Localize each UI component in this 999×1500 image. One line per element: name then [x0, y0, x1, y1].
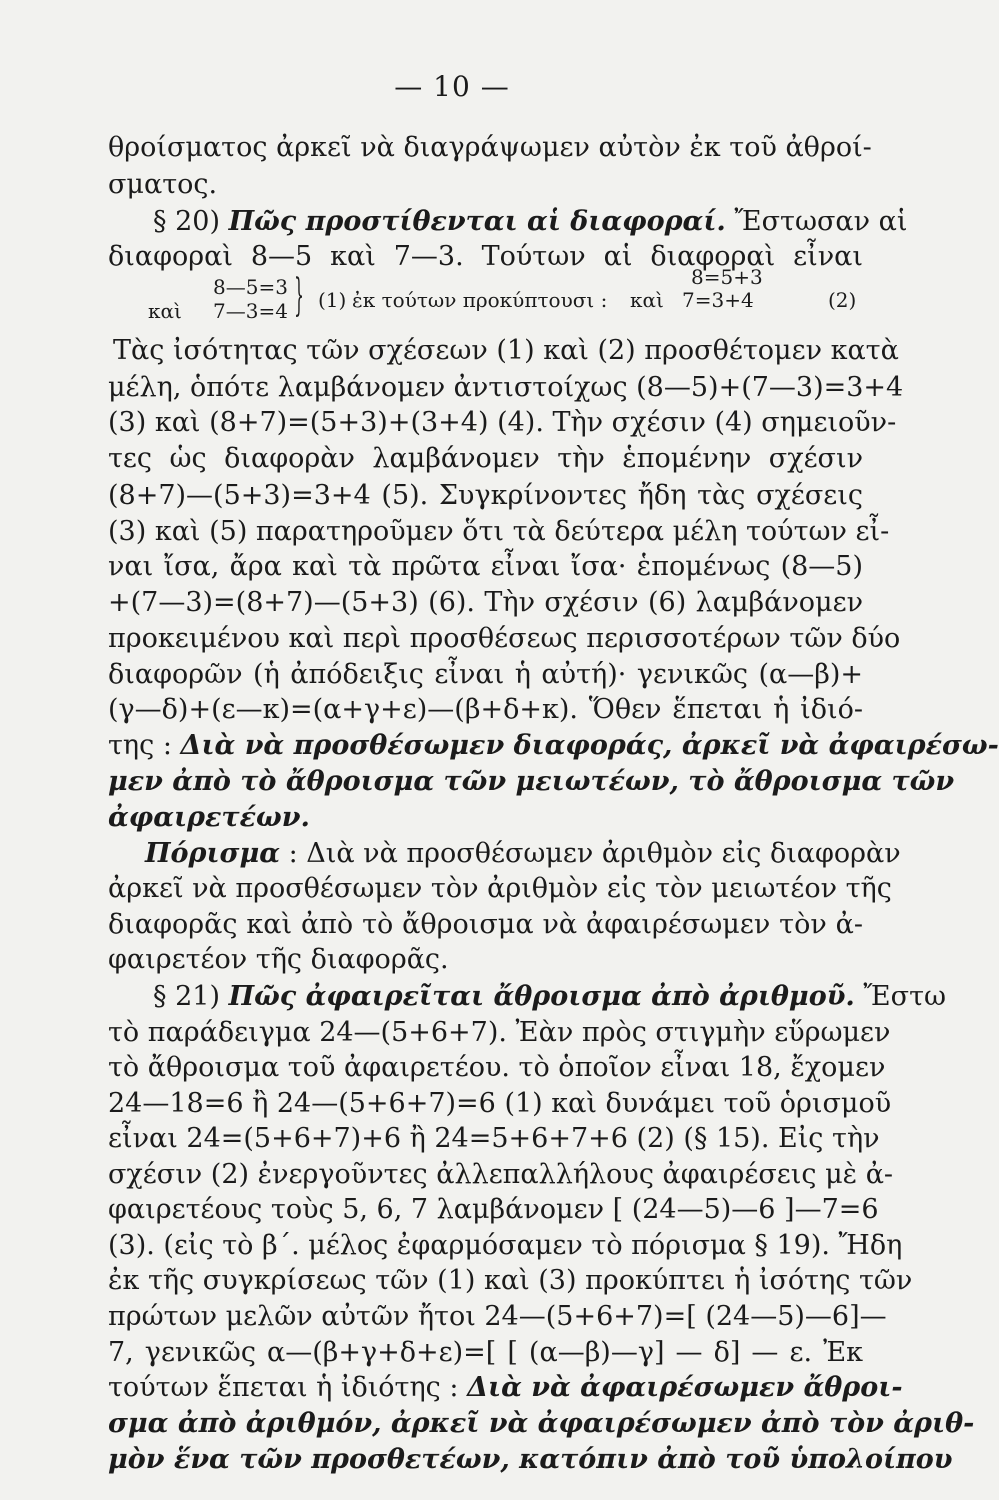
text-span: ἀρκεῖ νὰ προσθέσωμεν τὸν ἀριθμὸν εἰς τὸν μειωτέον τῆς [108, 873, 892, 904]
text-line [108, 693, 863, 727]
equation-label-1: (1) [318, 288, 347, 312]
text-line [108, 908, 863, 942]
text-span: πρώτων μελῶν αὐτῶν ἤτοι 24—(5+6+7)=[ (24—5)—6]— [108, 1301, 887, 1332]
text-line [108, 1443, 953, 1477]
text-span: Ἔστωσαν αἱ [725, 206, 908, 237]
equation-left-kai: καὶ [148, 299, 182, 323]
emphasized-text: ἀφαιρετέων. [108, 802, 310, 833]
equation-label-2: (2) [828, 288, 857, 312]
text-line [145, 837, 901, 871]
emphasized-text: Πῶς ἀφαιρεῖται ἄθροισμα ἀπὸ ἀριθμοῦ. [228, 981, 855, 1012]
text-span: προκειμένου καὶ περὶ προσθέσεως περισσοτέρων τῶν δύο [108, 623, 901, 654]
text-span: σχέσιν (2) ἐνεργοῦντες ἀλλεπαλλήλους ἀφαιρέσεις μὲ ἀ- [108, 1159, 894, 1190]
text-span: 24—18=6 ἢ 24—(5+6+7)=6 (1) καὶ δυνάμει τοῦ ὁρισμοῦ [108, 1088, 892, 1119]
text-span: : Διὰ νὰ προσθέσωμεν ἀριθμὸν εἰς διαφορὰν [280, 838, 901, 869]
text-span: μέλη, ὁπότε λαμβάνομεν ἀντιστοίχως (8—5)+(7—3)=3+4 [108, 372, 904, 403]
page-number: — 10 — [394, 70, 510, 103]
text-line [108, 765, 955, 799]
text-span: τὸ ἄθροισμα τοῦ ἀφαιρετέου. τὸ ὁποῖον εἶναι 18, ἔχομεν [108, 1052, 886, 1083]
equation-right-bottom: 7=3+4 [682, 288, 754, 312]
text-span: θροίσματος ἀρκεῖ νὰ διαγράψωμεν αὐτὸν ἐκ τοῦ ἀθροί- [108, 132, 872, 163]
text-line [108, 168, 863, 202]
text-line [108, 1229, 903, 1263]
text-span: διαφορᾶς καὶ ἀπὸ τὸ ἄθροισμα νὰ ἀφαιρέσωμεν τὸν ἀ- [108, 909, 863, 940]
emphasized-text: Διὰ νὰ προσθέσωμεν διαφοράς, ἀρκεῖ νὰ ἀφαιρέσω- [180, 730, 999, 761]
text-span: (γ—δ)+(ε—κ)=(α+γ+ε)—(β+δ+κ). Ὅθεν ἕπεται ἡ ἰδιό- [108, 694, 863, 725]
text-line [108, 131, 872, 165]
equation-right-top: 8=5+3 [691, 265, 763, 289]
text-span: τὸ παράδειγμα 24—(5+6+7). Ἐὰν πρὸς στιγμὴν εὕρωμεν [108, 1017, 891, 1048]
text-span: +(7—3)=(8+7)—(5+3) (6). Τὴν σχέσιν (6) λαμβάνομεν [108, 587, 863, 618]
text-span: σματος. [108, 169, 218, 200]
text-line [108, 1407, 975, 1441]
text-line [108, 371, 904, 405]
equation-left-bottom: 7—3=4 [213, 299, 288, 323]
text-line [108, 550, 863, 584]
text-span: Τὰς ἰσότητας τῶν σχέσεων (1) καὶ (2) προσθέτομεν κατὰ [113, 335, 899, 366]
text-line [108, 1158, 894, 1192]
text-line [108, 1087, 892, 1121]
text-line [153, 205, 908, 239]
text-line [108, 1336, 863, 1370]
equation-connector-text: ἐκ τούτων προκύπτουσι : [352, 288, 608, 312]
text-line [108, 729, 999, 763]
text-line [113, 334, 899, 368]
emphasized-text: Πόρισμα [145, 838, 280, 869]
text-line [108, 515, 890, 549]
text-line [108, 1016, 891, 1050]
text-span: (3). (εἰς τὸ β΄. μέλος ἐφαρμόσαμεν τὸ πόρισμα § 19). Ἤδη [108, 1230, 903, 1261]
text-span: 7, γενικῶς α—(β+γ+δ+ε)=[ [ (α—β)—γ] — δ] — ε. Ἐκ [108, 1337, 863, 1368]
emphasized-text: Πῶς προστίθενται αἱ διαφοραί. [228, 206, 726, 237]
emphasized-text: σμα ἀπὸ ἀριθμόν, ἀρκεῖ νὰ ἀφαιρέσωμεν ἀπὸ τὸν ἀριθ- [108, 1408, 975, 1439]
text-span: τες ὡς διαφορὰν λαμβάνομεν τὴν ἑπομένην σχέσιν [108, 443, 863, 474]
text-line [153, 980, 947, 1014]
emphasized-text: μεν ἀπὸ τὸ ἄθροισμα τῶν μειωτέων, τὸ ἄθροισμα τῶν [108, 766, 955, 797]
text-span: τούτων ἕπεται ἡ ἰδιότης : [108, 1372, 468, 1403]
text-line [108, 1264, 913, 1298]
text-span: (8+7)—(5+3)=3+4 (5). Συγκρίνοντες ἤδη τὰς σχέσεις [108, 480, 863, 511]
text-span: διαφορῶν (ἡ ἀπόδειξις εἶναι ἡ αὐτή)· γενικῶς (α—β)+ [108, 659, 863, 690]
text-line [108, 1051, 886, 1085]
text-line [108, 479, 863, 513]
text-line [108, 872, 892, 906]
text-line [108, 801, 863, 835]
text-line [108, 1300, 887, 1334]
text-span: φαιρετέους τοὺς 5, 6, 7 λαμβάνομεν [ (24—5)—6 ]—7=6 [108, 1194, 879, 1225]
text-span: φαιρετέον τῆς διαφορᾶς. [108, 944, 449, 975]
text-span: ναι ἴσα, ἄρα καὶ τὰ πρῶτα εἶναι ἴσα· ἑπομένως (8—5) [108, 551, 863, 582]
text-span: διαφοραὶ 8—5 καὶ 7—3. Τούτων αἱ διαφοραὶ εἶναι [108, 241, 863, 272]
emphasized-text: Διὰ νὰ ἀφαιρέσωμεν ἄθροι- [467, 1372, 903, 1403]
text-line [108, 622, 901, 656]
text-span: § 20) [153, 206, 229, 237]
text-line [108, 943, 863, 977]
text-span: (3) καὶ (8+7)=(5+3)+(3+4) (4). Τὴν σχέσιν (4) σημειοῦν- [108, 407, 897, 438]
emphasized-text: μὸν ἕνα τῶν προσθετέων, κατόπιν ἀπὸ τοῦ ὑπολοίπου [108, 1444, 953, 1475]
brace-icon: } [294, 270, 304, 321]
text-span: της : [108, 730, 181, 761]
equation-right-kai: καὶ [630, 288, 664, 312]
text-line [108, 406, 897, 440]
text-line [108, 1122, 880, 1156]
text-span: εἶναι 24=(5+6+7)+6 ἢ 24=5+6+7+6 (2) (§ 15). Εἰς τὴν [108, 1123, 880, 1154]
text-line [108, 1193, 879, 1227]
text-line [108, 1371, 903, 1405]
text-line [108, 442, 863, 476]
text-span: Ἔστω [854, 981, 947, 1012]
text-line [108, 586, 863, 620]
text-line [108, 658, 863, 692]
text-span: ἐκ τῆς συγκρίσεως τῶν (1) καὶ (3) προκύπτει ἡ ἰσότης τῶν [108, 1265, 913, 1296]
text-span: (3) καὶ (5) παρατηροῦμεν ὅτι τὰ δεύτερα μέλη τούτων εἶ- [108, 516, 890, 547]
text-span: § 21) [153, 981, 229, 1012]
equation-left-top: 8—5=3 [213, 275, 288, 299]
